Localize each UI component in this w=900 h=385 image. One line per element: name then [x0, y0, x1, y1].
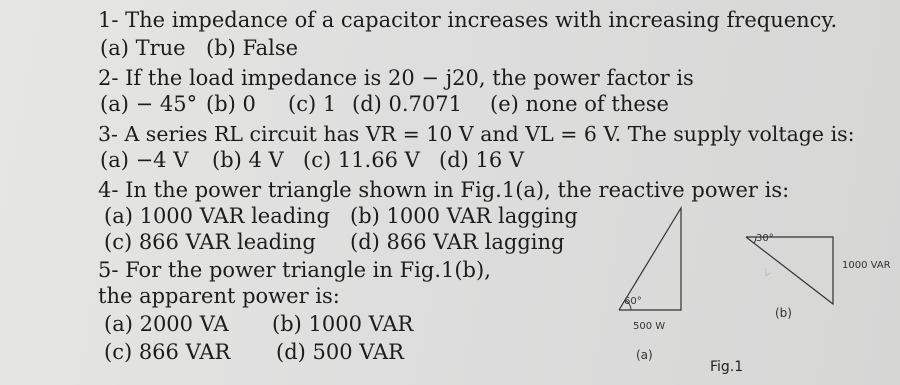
svg-text:∠: ∠: [760, 266, 774, 280]
question-5-text-line2: the apparent power is:: [98, 284, 340, 308]
question-2-option-b: (b) 0: [206, 92, 256, 116]
question-1-option-a: (a) True: [100, 36, 186, 60]
question-3-option-b: (b) 4 V: [212, 148, 284, 172]
question-2-option-e: (e) none of these: [490, 92, 669, 116]
question-5-option-b: (b) 1000 VAR: [272, 312, 414, 336]
figure-b-angle-label: 30°: [756, 233, 774, 244]
question-5-option-a: (a) 2000 VA: [104, 312, 229, 336]
question-4-option-c: (c) 866 VAR leading: [104, 230, 316, 254]
figure-a-caption: (a): [636, 348, 653, 362]
figure-b-side-label: 1000 VAR: [842, 260, 891, 271]
question-4-option-a: (a) 1000 VAR leading: [104, 204, 330, 228]
question-4-text: 4- In the power triangle shown in Fig.1(a), the reactive power is:: [98, 178, 790, 202]
question-1-text: 1- The impedance of a capacitor increases with increasing frequency.: [98, 8, 838, 32]
question-4-option-b: (b) 1000 VAR lagging: [350, 204, 578, 228]
question-3-option-d: (d) 16 V: [439, 148, 525, 172]
question-2-text: 2- If the load impedance is 20 − j20, the power factor is: [98, 66, 694, 90]
triangle-b: [746, 237, 833, 304]
question-5-option-c: (c) 866 VAR: [104, 340, 231, 364]
question-5-text-line1: 5- For the power triangle in Fig.1(b),: [98, 258, 491, 282]
question-5-option-d: (d) 500 VAR: [276, 340, 404, 364]
question-4-option-d: (d) 866 VAR lagging: [350, 230, 565, 254]
question-3-option-c: (c) 11.66 V: [303, 148, 420, 172]
question-2-option-d: (d) 0.7071: [352, 92, 462, 116]
figure-b-caption: (b): [775, 306, 792, 320]
question-1-option-b: (b) False: [206, 36, 299, 60]
figure-a-angle-label: 60°: [624, 296, 642, 307]
triangle-a: [619, 208, 681, 310]
question-2-option-c: (c) 1: [288, 92, 337, 116]
question-2-option-a: (a) − 45°: [100, 92, 198, 116]
figure-a-base-label: 500 W: [633, 321, 666, 332]
figure-caption: Fig.1: [710, 359, 744, 375]
question-3-text: 3- A series RL circuit has VR = 10 V and VL = 6 V. The supply voltage is:: [98, 122, 855, 146]
question-3-option-a: (a) −4 V: [100, 148, 189, 172]
